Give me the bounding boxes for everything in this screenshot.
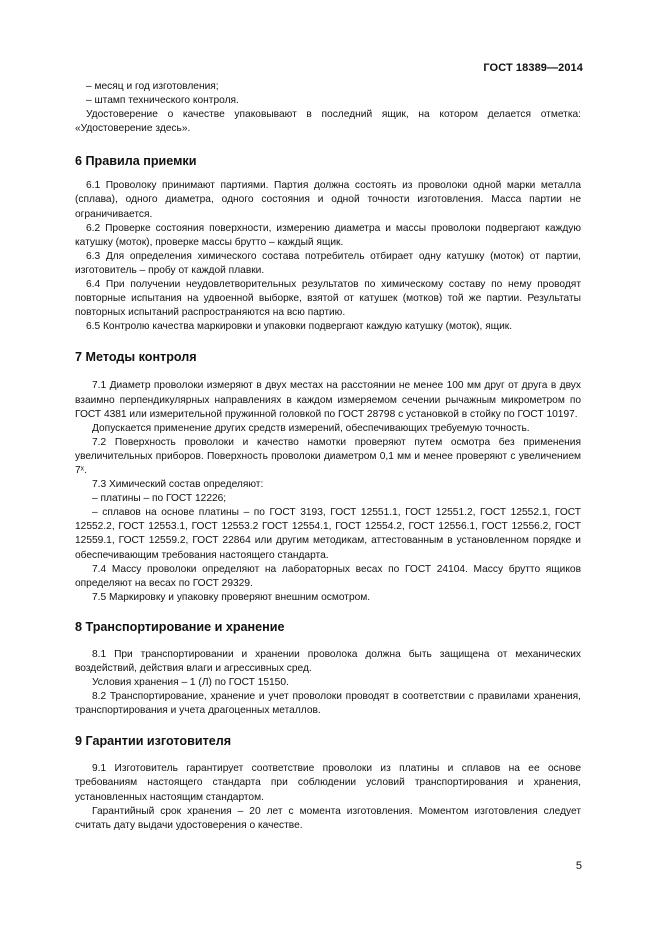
clause-7-3-item-1: – платины – по ГОСТ 12226; (92, 493, 227, 505)
clause-8-1-note: Условия хранения – 1 (Л) по ГОСТ 15150. (92, 677, 289, 689)
clause-9-1-note: Гарантийный срок хранения – 20 лет с момента изготовления. Моментом изготовления следует считать дату выдачи удостоверения о качестве. (75, 805, 581, 831)
clause-7-5: 7.5 Маркировку и упаковку проверяют внешним осмотром. (92, 591, 371, 603)
intro-paragraph: Удостоверение о качестве упаковывают в последний ящик, на котором делается отметка: «Удостоверение здесь». (75, 109, 581, 135)
clause-8-1: 8.1 При транспортировании и хранении проволока должна быть защищена от механических воздействий, действия влаги и агрессивных сред. (75, 648, 581, 674)
intro-list-item-1: – месяц и год изготовления; (86, 81, 219, 92)
intro-list-item-2: – штамп технического контроля. (86, 95, 239, 107)
page-content (75, 80, 581, 833)
clause-6-4: 6.4 При получении неудовлетворительных результатов по химическому составу по нему проводят повторные испытания на удвоенной выборке, взятой от катушек (мотков) той же партии. Результаты повторных испытаний распространяются на всю партию. (75, 279, 581, 319)
clause-6-3: 6.3 Для определения химического состава потребитель отбирает одну катушку (моток) от партии, изготовитель – пробу от каждой плавки. (75, 250, 581, 276)
clause-6-2: 6.2 Проверке состояния поверхности, измерению диаметра и массы проволоки подвергают каждую катушку (моток), проверке массы брутто – каждый ящик. (75, 222, 581, 248)
section-6-title: 6 Правила приемки (75, 154, 197, 169)
clause-7-4: 7.4 Массу проволоки определяют на лабораторных весах по ГОСТ 24104. Массу брутто ящиков определяют на весах по ГОСТ 29329. (75, 563, 581, 589)
doc-code-header: ГОСТ 18389—2014 (483, 62, 583, 74)
clause-7-3-item-2: – сплавов на основе платины – по ГОСТ 3193, ГОСТ 12551.1, ГОСТ 12551.2, ГОСТ 12552.1, ГОСТ 12552.2, ГОСТ 12553.1, ГОСТ 12553.2 ГОСТ 12554.1, ГОСТ 12554.2, ГОСТ 12556.1, ГОСТ 12556.2, ГОСТ 12559.1, ГОСТ 12559.2, ГОСТ 22864 или другим методикам, аттестованным в установленном порядке и обеспечивающим требования настоящего стандарта. (75, 507, 581, 561)
clause-6-1: 6.1 Проволоку принимают партиями. Партия должна состоять из проволоки одной марки металла (сплава), одного диаметра, одного состояния и одной точности изготовления. Масса партии не ограничивается. (75, 180, 581, 220)
clause-7-1-note: Допускается применение других средств измерений, обеспечивающих требуемую точность. (92, 422, 530, 434)
clause-6-5: 6.5 Контролю качества маркировки и упаковки подвергают каждую катушку (моток), ящик. (86, 321, 513, 333)
clause-7-2: 7.2 Поверхность проволоки и качество намотки проверяют путем осмотра без применения увеличительных приборов. Поверхность проволоки диаметром 0,1 мм и менее проверяют с увеличением 7ˣ. (75, 436, 581, 476)
clause-7-1: 7.1 Диаметр проволоки измеряют в двух местах на расстоянии не менее 100 мм друг от друга в двух взаимно перпендикулярных направлениях в каждом измеряемом сечении рычажным микрометром по ГОСТ 4381 или измерительной пружинной головкой по ГОСТ 28798 с установкой в стойку по ГОСТ 10197. (75, 380, 581, 420)
clause-9-1: 9.1 Изготовитель гарантирует соответствие проволоки из платины и сплавов на ее основе требованиям настоящего стандарта при соблюдении условий транспортирования и хранения, установленных настоящим стандартом. (75, 763, 581, 803)
page-number: 5 (575, 860, 582, 872)
section-9-title: 9 Гарантии изготовителя (75, 734, 232, 749)
clause-8-2: 8.2 Транспортирование, хранение и учет проволоки проводят в соответствии с правилами хранения, транспортирования и учета драгоценных металлов. (75, 691, 581, 717)
clause-7-3: 7.3 Химический состав определяют: (92, 479, 264, 491)
section-8-title: 8 Транспортирование и хранение (75, 619, 285, 634)
section-7-title: 7 Методы контроля (75, 350, 197, 365)
